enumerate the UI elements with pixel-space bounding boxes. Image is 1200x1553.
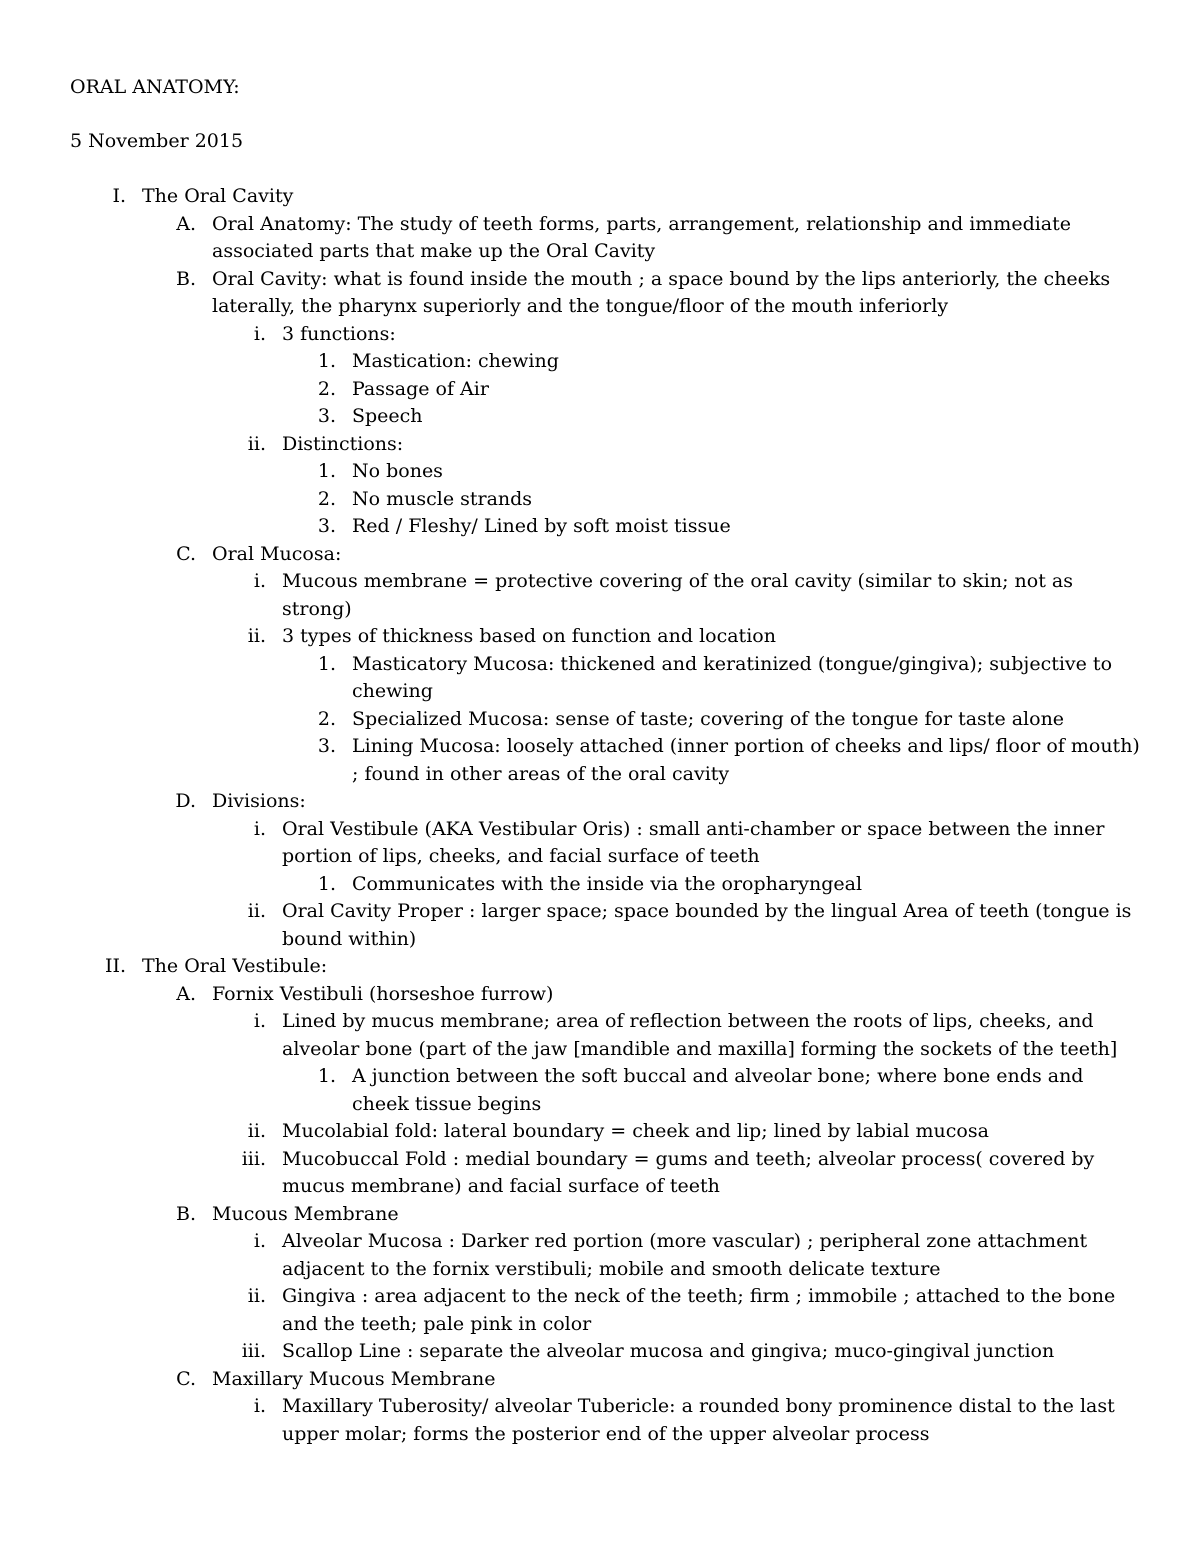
outline-marker: ii. xyxy=(247,1120,266,1142)
outline-marker: 1. xyxy=(317,652,336,675)
outline-item xyxy=(0,376,1200,404)
outline-item xyxy=(0,953,1200,981)
outline-marker: ii. xyxy=(247,900,266,922)
outline-item xyxy=(0,1366,1200,1394)
outline-marker: II. xyxy=(104,955,126,977)
outline-text: Oral Mucosa: xyxy=(212,542,342,565)
outline-text: The Oral Cavity xyxy=(142,185,294,207)
outline-marker: 2. xyxy=(317,707,336,730)
outline-marker: iii. xyxy=(241,1340,266,1362)
outline-text: 3 types of thickness based on function and location xyxy=(282,625,776,647)
outline-text: Maxillary Tuberosity/ alveolar Tubericle: a rounded bony prominence distal to the last upper molar; forms the posterior end of the upper alveolar process xyxy=(282,1395,1115,1445)
outline-text: A junction between the soft buccal and alveolar bone; where bone ends and cheek tissue begins xyxy=(352,1065,1084,1115)
outline-marker: C. xyxy=(176,542,196,565)
outline-text: Mucous Membrane xyxy=(212,1202,399,1225)
outline-text: Oral Vestibule (AKA Vestibular Oris) : small anti-chamber or space between the inner portion of lips, cheeks, and facial surface of teeth xyxy=(282,817,1105,867)
outline-text: Gingiva : area adjacent to the neck of the teeth; firm ; immobile ; attached to the bone and the teeth; pale pink in color xyxy=(282,1285,1116,1335)
outline-item xyxy=(0,1008,1200,1063)
outline-item xyxy=(0,1063,1200,1118)
outline-item xyxy=(0,321,1200,349)
outline-text: Maxillary Mucous Membrane xyxy=(212,1367,496,1390)
outline-item xyxy=(0,1338,1200,1366)
outline-text: Specialized Mucosa: sense of taste; covering of the tongue for taste alone xyxy=(352,707,1065,730)
outline-marker: i. xyxy=(253,1230,266,1252)
outline-item xyxy=(0,183,1200,211)
outline-marker: B. xyxy=(175,267,196,290)
outline-marker: C. xyxy=(176,1367,196,1390)
outline-text: Scallop Line : separate the alveolar mucosa and gingiva; muco-gingival junction xyxy=(282,1340,1055,1362)
outline-text: 3 functions: xyxy=(282,322,396,345)
outline-item xyxy=(0,981,1200,1009)
outline-item xyxy=(0,1228,1200,1283)
outline-item xyxy=(0,513,1200,541)
outline-text: Lining Mucosa: loosely attached (inner portion of cheeks and lips/ floor of mouth) ; found in other areas of the oral cavity xyxy=(352,735,1140,785)
outline-marker: ii. xyxy=(247,625,266,647)
document-title: ORAL ANATOMY: xyxy=(70,76,240,98)
outline-item xyxy=(0,431,1200,459)
outline-item xyxy=(0,816,1200,871)
outline-marker: 3. xyxy=(317,405,336,427)
outline-marker: 1. xyxy=(317,350,336,372)
outline-item xyxy=(0,651,1200,706)
outline-marker: i. xyxy=(253,817,266,840)
outline-marker: 3. xyxy=(317,735,336,757)
outline-marker: ii. xyxy=(247,432,266,455)
outline-marker: 2. xyxy=(317,377,336,400)
outline-item xyxy=(0,541,1200,569)
outline-item xyxy=(0,1146,1200,1201)
outline-item xyxy=(0,403,1200,431)
outline-text: Red / Fleshy/ Lined by soft moist tissue xyxy=(352,515,731,537)
outline-marker: D. xyxy=(175,790,196,812)
outline-item xyxy=(0,706,1200,734)
outline-marker: ii. xyxy=(247,1285,266,1307)
outline-item xyxy=(0,733,1200,788)
document-date: 5 November 2015 xyxy=(70,130,244,152)
outline-text: Mastication: chewing xyxy=(352,350,559,372)
outline-text: Lined by mucus membrane; area of reflection between the roots of lips, cheeks, and alveolar bone (part of the jaw [mandible and maxilla] forming the sockets of the teeth] xyxy=(282,1010,1118,1060)
outline-item xyxy=(0,1201,1200,1229)
outline-marker: 1. xyxy=(317,1065,336,1087)
outline-item xyxy=(0,486,1200,514)
outline-text: Passage of Air xyxy=(352,377,489,400)
outline-text: Masticatory Mucosa: thickened and keratinized (tongue/gingiva); subjective to chewing xyxy=(352,652,1113,702)
outline-text: Mucous membrane = protective covering of the oral cavity (similar to skin; not as strong) xyxy=(282,570,1073,620)
outline-item xyxy=(0,1283,1200,1338)
outline-marker: i. xyxy=(253,1010,266,1032)
outline-text: Mucobuccal Fold : medial boundary = gums and teeth; alveolar process( covered by mucus membrane) and facial surface of teeth xyxy=(282,1147,1095,1197)
outline-item xyxy=(0,211,1200,266)
outline-marker: i. xyxy=(253,570,266,592)
outline-marker: A. xyxy=(176,982,196,1005)
outline-item xyxy=(0,623,1200,651)
outline-text: Communicates with the inside via the oropharyngeal xyxy=(352,872,863,895)
outline-item xyxy=(0,898,1200,953)
outline-marker: 3. xyxy=(317,515,336,537)
outline-marker: i. xyxy=(253,1395,266,1417)
outline-text: Mucolabial fold: lateral boundary = cheek and lip; lined by labial mucosa xyxy=(282,1120,989,1142)
outline-item xyxy=(0,568,1200,623)
outline-text: Oral Anatomy: The study of teeth forms, parts, arrangement, relationship and immediate associated parts that make up the Oral Cavity xyxy=(212,212,1072,262)
outline-text: No muscle strands xyxy=(352,487,533,510)
outline-text: The Oral Vestibule: xyxy=(142,955,328,977)
outline-item xyxy=(0,1118,1200,1146)
outline-marker: 1. xyxy=(317,872,336,895)
outline-marker: 1. xyxy=(317,460,336,482)
outline-marker: B. xyxy=(175,1202,196,1225)
outline-text: Fornix Vestibuli (horseshoe furrow) xyxy=(212,982,554,1005)
outline-marker: I. xyxy=(112,185,126,207)
outline-marker: 2. xyxy=(317,487,336,510)
outline-item xyxy=(0,871,1200,899)
outline-text: Oral Cavity Proper : larger space; space bounded by the lingual Area of teeth (tongue is bound within) xyxy=(282,900,1132,950)
outline-item xyxy=(0,458,1200,486)
outline-marker: iii. xyxy=(241,1147,266,1170)
outline-text: Oral Cavity: what is found inside the mouth ; a space bound by the lips anteriorly, the cheeks laterally, the pharynx superiorly and the tongue/floor of the mouth inferiorly xyxy=(212,267,1111,317)
outline-marker: A. xyxy=(176,212,196,235)
outline-marker: i. xyxy=(253,322,266,345)
outline-text: Distinctions: xyxy=(282,432,404,455)
outline-item xyxy=(0,1393,1200,1448)
outline-text: No bones xyxy=(352,460,443,482)
outline-text: Divisions: xyxy=(212,790,306,812)
outline-item xyxy=(0,266,1200,321)
outline-text: Speech xyxy=(352,405,423,427)
outline-text: Alveolar Mucosa : Darker red portion (more vascular) ; peripheral zone attachment adjacent to the fornix verstibuli; mobile and smooth delicate texture xyxy=(282,1230,1088,1280)
outline-item xyxy=(0,788,1200,816)
outline-list xyxy=(0,183,1200,1448)
outline-item xyxy=(0,348,1200,376)
